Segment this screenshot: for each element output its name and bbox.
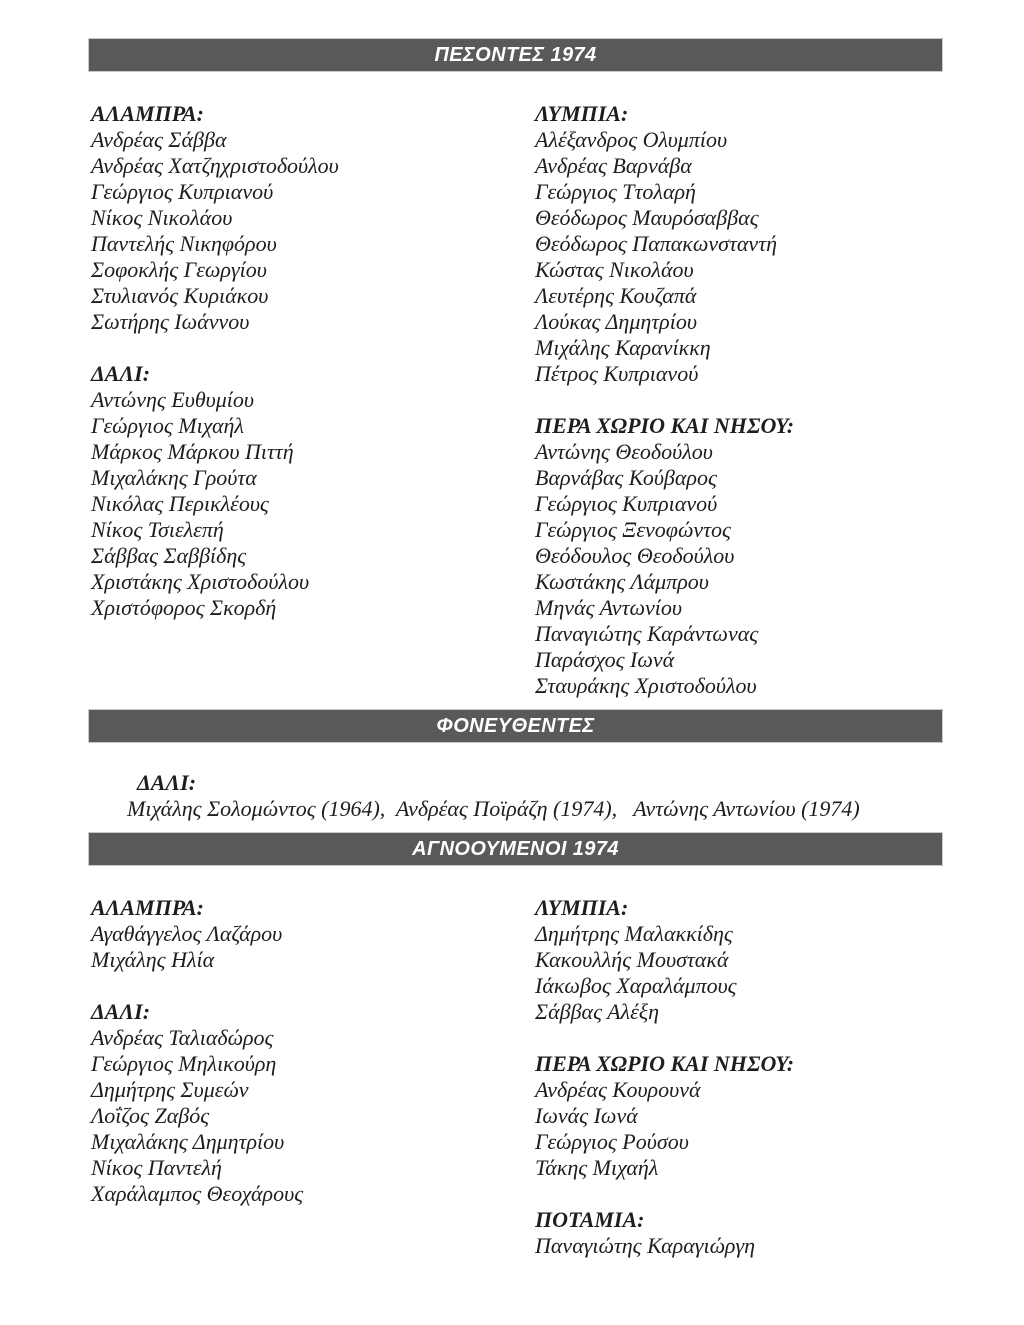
name-group xyxy=(535,895,943,1025)
section-bar-title: ΦΟΝΕΥΘΕΝΤΕΣ xyxy=(436,714,595,737)
section-bar-title: ΠΕΣΟΝΤΕΣ 1974 xyxy=(434,43,597,66)
name-line: Σάββας Αλέξη xyxy=(535,999,660,1024)
name-line: Νίκος Παντελή xyxy=(91,1155,222,1180)
name-line: Θεόδουλος Θεοδούλου xyxy=(535,543,735,568)
name-line: Σωτήρης Ιωάννου xyxy=(91,309,250,334)
name-line: Δημήτρης Συμεών xyxy=(91,1077,249,1102)
name-line: Μιχάλης Σολομώντος (1964), Ανδρέας Ποϊράζη (1974), Αντώνης Αντωνίου (1974) xyxy=(127,796,860,821)
group-heading: ΔΑΛΙ: xyxy=(91,361,151,386)
name-group xyxy=(91,361,535,621)
name-line: Θεόδωρος Μαυρόσαββας xyxy=(535,205,759,230)
name-line: Μιχαλάκης Δημητρίου xyxy=(91,1129,285,1154)
column xyxy=(535,895,943,1259)
section-bar-foneuthentes xyxy=(88,709,943,743)
name-group xyxy=(535,1207,943,1259)
group-heading: ΠΕΡΑ ΧΩΡΙΟ ΚΑΙ ΝΗΣΟΥ: xyxy=(535,1051,795,1076)
group-heading: ΑΛΑΜΠΡΑ: xyxy=(91,895,204,920)
name-line: Αντώνης Θεοδούλου xyxy=(535,439,713,464)
group-heading: ΠΟΤΑΜΙΑ: xyxy=(535,1207,645,1232)
name-line: Ανδρέας Κουρουνά xyxy=(535,1077,701,1102)
name-line: Σταυράκης Χριστοδούλου xyxy=(535,673,757,698)
name-line: Ανδρέας Χατζηχριστοδούλου xyxy=(91,153,339,178)
section-bar-agnooumenoi xyxy=(88,832,943,866)
name-line: Γεώργιος Ρούσου xyxy=(535,1129,689,1154)
name-line: Αντώνης Ευθυμίου xyxy=(91,387,255,412)
name-line: Παναγιώτης Καράντωνας xyxy=(535,621,759,646)
name-line: Χαράλαμπος Θεοχάρους xyxy=(91,1181,304,1206)
name-line: Ανδρέας Βαρνάβα xyxy=(535,153,692,178)
name-line: Μάρκος Μάρκου Πιττή xyxy=(91,439,294,464)
section-bar-title: ΑΓΝΟΟΥΜΕΝΟΙ 1974 xyxy=(412,837,619,860)
name-line: Γεώργιος Κυπριανού xyxy=(535,491,718,516)
name-line: Γεώργιος Ξενοφώντος xyxy=(535,517,731,542)
name-line: Βαρνάβας Κούβαρος xyxy=(535,465,717,490)
name-line: Σοφοκλής Γεωργίου xyxy=(91,257,267,282)
column xyxy=(88,895,535,1207)
foneuthentes-dali-group xyxy=(88,770,943,822)
name-line: Νίκος Νικολάου xyxy=(91,205,233,230)
name-line: Αλέξανδρος Ολυμπίου xyxy=(535,127,728,152)
pesontes-columns xyxy=(88,101,943,699)
name-group xyxy=(535,413,943,699)
name-line: Παναγιώτης Καραγιώργη xyxy=(535,1233,756,1258)
name-line: Δημήτρης Μαλακκίδης xyxy=(535,921,733,946)
name-line: Κώστας Νικολάου xyxy=(535,257,694,282)
name-group xyxy=(535,101,943,387)
name-line: Χριστόφορος Σκορδή xyxy=(91,595,277,620)
group-heading: ΛΥΜΠΙΑ: xyxy=(535,895,629,920)
group-heading: ΔΑΛΙ: xyxy=(137,770,197,795)
name-line: Γεώργιος Μιχαήλ xyxy=(91,413,244,438)
name-line: Γεώργιος Κυπριανού xyxy=(91,179,274,204)
column xyxy=(535,101,943,699)
group-heading: ΛΥΜΠΙΑ: xyxy=(535,101,629,126)
name-line: Γεώργιος Ττολαρή xyxy=(535,179,696,204)
name-line: Σάββας Σαββίδης xyxy=(91,543,247,568)
name-line: Θεόδωρος Παπακωνσταντή xyxy=(535,231,777,256)
name-line: Παράσχος Ιωνά xyxy=(535,647,675,672)
name-group xyxy=(91,999,535,1207)
name-line: Μιχαλάκης Γρούτα xyxy=(91,465,257,490)
name-line: Λοΐζος Ζαβός xyxy=(91,1103,210,1128)
name-line: Στυλιανός Κυριάκου xyxy=(91,283,269,308)
name-line: Νίκος Τσιελεπή xyxy=(91,517,224,542)
name-line: Μιχάλης Ηλία xyxy=(91,947,215,972)
name-line: Ιωνάς Ιωνά xyxy=(535,1103,638,1128)
name-group xyxy=(91,895,535,973)
name-line: Μηνάς Αντωνίου xyxy=(535,595,682,620)
group-heading: ΔΑΛΙ: xyxy=(91,999,151,1024)
name-line: Τάκης Μιχαήλ xyxy=(535,1155,659,1180)
name-line: Κωστάκης Λάμπρου xyxy=(535,569,709,594)
group-heading: ΑΛΑΜΠΡΑ: xyxy=(91,101,204,126)
name-line: Πέτρος Κυπριανού xyxy=(535,361,699,386)
section-bar-pesontes xyxy=(88,38,943,72)
name-line: Λούκας Δημητρίου xyxy=(535,309,697,334)
name-line: Χριστάκης Χριστοδούλου xyxy=(91,569,310,594)
name-line: Παντελής Νικηφόρου xyxy=(91,231,277,256)
name-line: Γεώργιος Μηλικούρη xyxy=(91,1051,277,1076)
name-group xyxy=(535,1051,943,1181)
name-line: Κακουλλής Μουστακά xyxy=(535,947,729,972)
name-line: Ανδρέας Ταλιαδώρος xyxy=(91,1025,274,1050)
name-group xyxy=(91,101,535,335)
column xyxy=(88,101,535,621)
name-line: Ιάκωβος Χαραλάμπους xyxy=(535,973,737,998)
agnooumenoi-columns xyxy=(88,895,943,1259)
group-heading: ΠΕΡΑ ΧΩΡΙΟ ΚΑΙ ΝΗΣΟΥ: xyxy=(535,413,795,438)
name-line: Λευτέρης Κουζαπά xyxy=(535,283,697,308)
name-line: Ανδρέας Σάββα xyxy=(91,127,227,152)
name-line: Αγαθάγγελος Λαζάρου xyxy=(91,921,283,946)
name-line: Νικόλας Περικλέους xyxy=(91,491,269,516)
name-line: Μιχάλης Καρανίκκη xyxy=(535,335,711,360)
